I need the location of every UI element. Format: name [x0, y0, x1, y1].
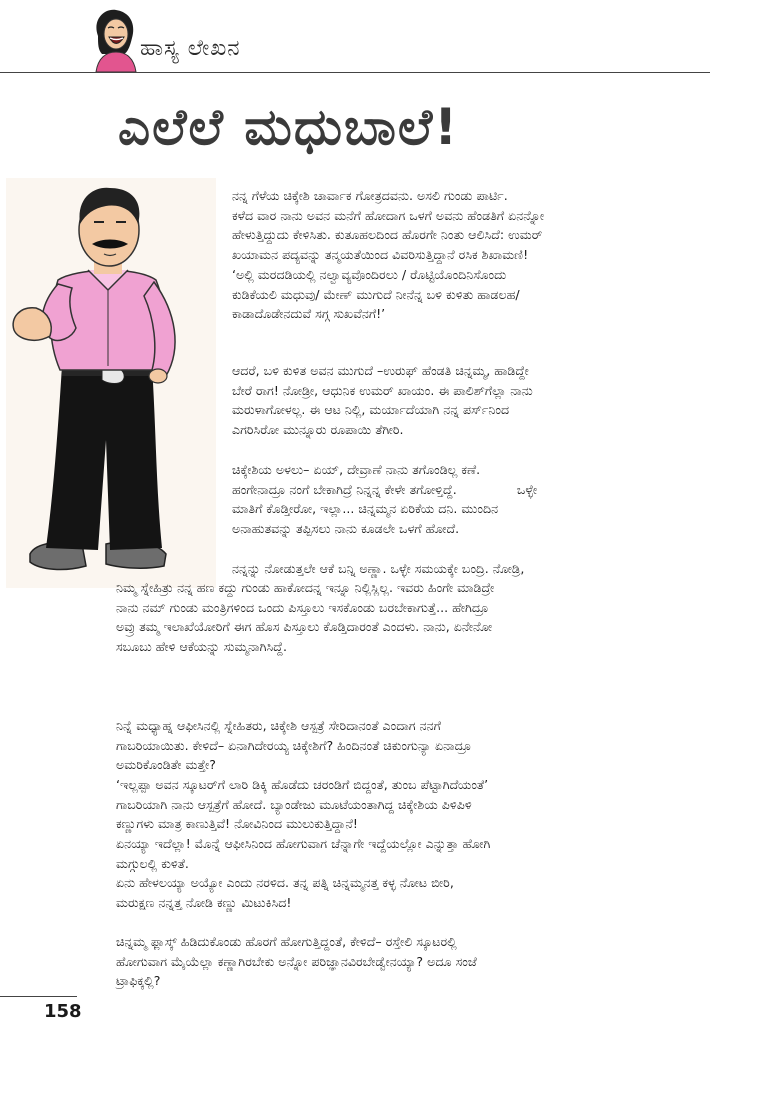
header-divider — [0, 72, 710, 73]
laughing-face-icon — [88, 6, 138, 72]
section-label: ಹಾಸ್ಯ ಲೇಖನ — [140, 36, 241, 61]
paragraph: ಚಿಕ್ಕೇಶಿಯ ಅಳಲು– ಏಯ್, ದೇವ್ರಾಣೆ ನಾನು ತಗೊಂಡಿಲ್ಲ ಕಣೆ. ಹಂಗೇನಾದ್ರೂ ನಂಗೆ ಬೇಕಾಗಿದ್ರೆ ನಿನ್ನನ್ನ ಕೇಳೇ ತಗೋಳ್ತಿದ್ದೆ. ಒಳ್ಳೇ ಮಾತಿಗೆ ಕೊಡ್ತೀರೋ, ಇಲ್ಲಾ... ಚಿನ್ನಮ್ಮನ ಏರಿಕೆಯ ದನಿ. ಮುಂದಿನ ಅನಾಹುತವನ್ನು ತಪ್ಪಿಸಲು ನಾನು ಕೂಡಲೇ ಒಳಗೆ ಹೋದೆ. — [232, 462, 538, 537]
paragraph: ಚಿನ್ನಮ್ಮ ಫ್ಲಾಸ್ಕ್ ಹಿಡಿದುಕೊಂಡು ಹೊರಗೆ ಹೋಗುತ್ತಿದ್ದಂತೆ, ಕೇಳಿದೆ– ರಸ್ತೇಲಿ ಸ್ಕೂಟರಲ್ಲಿ ಹೋಗುವಾಗ ಮೈಯೆಲ್ಲಾ ಕಣ್ಣಾಗಿರಬೇಕು ಅನ್ನೋ ಪರಿಜ್ಞಾನವಿರಬೇಡ್ವೇನಯ್ಯಾ? ಅದೂ ಸಂಜೆ ಟ್ರಾಫಿಕ್ಕಲ್ಲಿ? — [116, 934, 477, 989]
paragraph: ಏನಯ್ಯಾ ಇದೆಲ್ಲಾ! ಮೊನ್ನೆ ಆಫೀಸಿನಿಂದ ಹೋಗುವಾಗ ಚೆನ್ನಾಗೇ ಇದ್ದೆಯಲ್ಲೋ ಎನ್ನುತ್ತಾ ಹೋಗಿ ಮಗ್ಗುಲಲ್ಲಿ ಕುಳಿತೆ. — [116, 836, 491, 871]
paragraph: ಏನು ಹೇಳಲಯ್ಯಾ ಅಯ್ಯೋ ಎಂದು ನರಳಿದ. ತನ್ನ ಪತ್ನಿ ಚಿನ್ನಮ್ಮನತ್ತ ಕಳ್ಳ ನೋಟ ಬೀರಿ, ಮರುಕ್ಷಣ ನನ್ನತ್ತ ನೋಡಿ ಕಣ್ಣು ಮಿಟುಕಿಸಿದ! — [116, 875, 454, 910]
article-title: ಎಲೆಲೆ ಮಧುಬಾಲೆ! — [118, 98, 460, 156]
paragraph: ನನ್ನ ಗೆಳೆಯ ಚಿಕ್ಕೇಶಿ ಚಾರ್ವಾಕ ಗೋತ್ರದವನು. ಅಸಲಿ ಗುಂಡು ಪಾರ್ಟಿ. ಕಳೆದ ವಾರ ನಾನು ಅವನ ಮನೆಗೆ ಹೋದಾಗ ಒಳಗೆ ಅವನು ಹೆಂಡತಿಗೆ ಏನನ್ನೋ ಹೇಳುತ್ತಿದ್ದುದು ಕೇಳಿಸಿತು. ಕುತೂಹಲದಿಂದ ಹೊರಗೇ ನಿಂತು ಆಲಿಸಿದೆ: ಉಮರ್ ಖಯಾಮನ ಪದ್ಯವನ್ನು ತನ್ಮಯತೆಯಿಂದ ವಿವರಿಸುತ್ತಿದ್ದಾನೆ ರಸಿಕ ಶಿಖಾಮಣಿ! ‘ಅಲ್ಲಿ ಮರದಡಿಯಲ್ಲಿ ನಲ್ವಾವ್ಯವೊಂದಿರಲು / ರೊಟ್ಟಿಯೊಂದಿನಿಸೊಂದು ಕುಡಿಕೆಯಲಿ ಮಧುವು/ ಮೇಣ್ ಮುಗುದೆ ನೀನೆನ್ನ ಬಳಿ ಕುಳಿತು ಹಾಡಲಹ/ ಕಾಡಾದೊಡೇನದುವೆ ಸಗ್ಗ ಸುಖವೆನಗೆ!’ — [232, 188, 545, 322]
page-number: 158 — [44, 1001, 82, 1022]
paragraph: ‘ಇಲ್ಲಪ್ಪಾ ಅವನ ಸ್ಕೂಟರ್‌ಗೆ ಲಾರಿ ಡಿಕ್ಕಿ ಹೊಡೆದು ಚರಂಡಿಗೆ ಬಿದ್ದಂತೆ, ತುಂಬ ಪೆಟ್ಟಾಗಿದೆಯಂತೆ’ ಗಾಬರಿಯಾಗಿ ನಾನು ಆಸ್ಪತ್ರೆಗೆ ಹೋದೆ. ಬ್ಯಾಂಡೇಜು ಮೂಟೆಯಂತಾಗಿದ್ದ ಚಿಕ್ಕೇಶಿಯ ಪಿಳಿಪಿಳಿ ಕಣ್ಣುಗಳು ಮಾತ್ರ ಕಾಣುತ್ತಿವೆ! ನೋವಿನಿಂದ ಮುಲುಕುತ್ತಿದ್ದಾನೆ! — [116, 777, 489, 832]
paragraph: ನನ್ನನ್ನು ನೋಡುತ್ತಲೇ ಆಕೆ ಬನ್ನಿ ಅಣ್ಣಾ. ಒಳ್ಳೇ ಸಮಯಕ್ಕೇ ಬಂದ್ರಿ. ನೋಡ್ರಿ, — [232, 561, 525, 576]
paragraph: ಆದರೆ, ಬಳಿ ಕುಳಿತ ಅವನ ಮುಗುದೆ –ಉರುಫ್ ಹೆಂಡತಿ ಚಿನ್ನಮ್ಮ, ಹಾಡಿದ್ದೇ ಬೇರೆ ರಾಗ! ನೋಡ್ರೀ, ಆಧುನಿಕ ಉಮರ್ ಖಾಯಂ. ಈ ಪಾಲಿಶ್‌ಗೆಲ್ಲಾ ನಾನು ಮರುಳಾಗೋಳಲ್ಲ. ಈ ಆಟ ನಿಲ್ಲಿ, ಮರ್ಯಾದೆಯಾಗಿ ನನ್ನ ಪರ್ಸ್‌ನಿಂದ ಎಗರಿಸಿರೋ ಮುನ್ನೂರು ರೂಪಾಯಿ ತೆಗೀರಿ. — [232, 363, 533, 438]
paragraph: ನಿಮ್ಮ ಸ್ನೇಹಿತ್ರು ನನ್ನ ಹಣ ಕದ್ದು ಗುಂಡು ಹಾಕೋದನ್ನ ಇನ್ನೂ ನಿಲ್ಲಿಸ್ಲಿಲ್ಲ. ಇವರು ಹಿಂಗೇ ಮಾಡಿದ್ರೇ ನಾನು ನಮ್ ಗುಂಡು ಮಂತ್ರಿಗಳಿಂದ ಒಂದು ಪಿಸ್ತೂಲು ಇಸಕೊಂಡು ಬರಬೇಕಾಗುತ್ತೆ... ಹೇಗಿದ್ರೂ ಅವ್ರು ತಮ್ಮ ಇಲಾಖೆಯೋರಿಗೆ ಈಗ ಹೊಸ ಪಿಸ್ತೂಲು ಕೊಡ್ತಿದಾರಂತೆ ಎಂದಳು. ನಾನು, ಏನೇನೋ ಸಬೂಬು ಹೇಳಿ ಆಕೆಯನ್ನು ಸುಮ್ಮನಾಗಿಸಿದ್ದೆ. — [116, 580, 495, 655]
man-in-pink-shirt-shrugging-illustration — [6, 178, 216, 588]
footer-divider — [0, 996, 77, 997]
paragraph: ನಿನ್ನೆ ಮಧ್ಯಾಹ್ನ ಆಫೀಸಿನಲ್ಲಿ ಸ್ನೇಹಿತರು, ಚಿಕ್ಕೇಶಿ ಆಸ್ಪತ್ರೆ ಸೇರಿದಾನಂತೆ ಎಂದಾಗ ನನಗೆ ಗಾಬರಿಯಾಯಿತು. ಕೇಳಿದೆ– ಏನಾಗಿದೇರಯ್ಯ ಚಿಕ್ಕೇಶಿಗೆ? ಹಿಂದಿನಂತೆ ಚಿಕುಂಗುನ್ಯಾ ಏನಾದ್ರೂ ಅಮರಿಕೊಂಡಿತೇ ಮತ್ತೇ? — [116, 718, 472, 773]
page-header — [0, 0, 767, 76]
